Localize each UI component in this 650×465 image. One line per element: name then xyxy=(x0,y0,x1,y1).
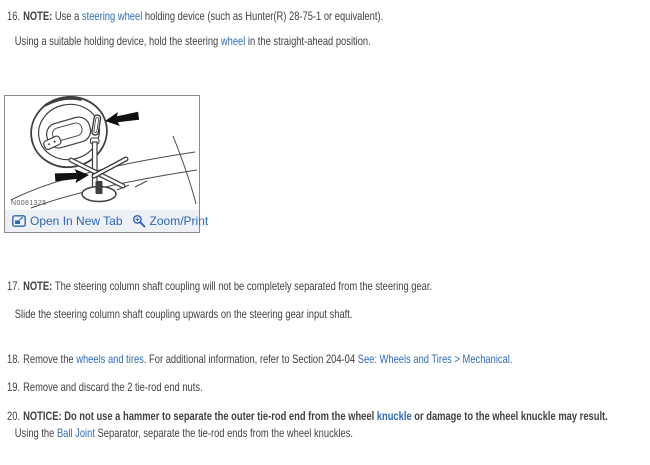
step-19-text xyxy=(23,380,203,394)
open-in-new-tab-link[interactable] xyxy=(12,214,123,228)
step-17-text xyxy=(23,279,432,293)
step-16-detail xyxy=(7,33,650,50)
inline-link[interactable]: wheels and tires xyxy=(76,352,144,366)
open-in-new-tab-label: Open In New Tab xyxy=(30,214,123,228)
step-20-number: 20. xyxy=(7,409,21,423)
step-16 xyxy=(7,8,650,25)
step-19-number: 19. xyxy=(7,380,21,394)
step-18-text xyxy=(23,352,512,366)
text-segment: or damage to the wheel knuckle may result. xyxy=(411,409,608,423)
text-segment: NOTE: xyxy=(23,279,55,293)
step-20-text xyxy=(23,409,608,423)
zoom-print-link[interactable] xyxy=(132,214,209,228)
inline-link[interactable]: See: Wheels and Tires > Mechanical. xyxy=(357,352,513,366)
open-in-new-tab-icon xyxy=(12,215,26,227)
text-segment: holding device (such as Hunter(R) 28-75-1 or equivalent). xyxy=(142,9,384,23)
text-segment: The steering column shaft coupling will not be completely separated from the steering gear. xyxy=(54,279,433,293)
text-segment: Separator, separate the tie-rod ends from the wheel knuckles. xyxy=(94,426,354,440)
step-16-text xyxy=(23,9,383,23)
inline-link[interactable]: wheel xyxy=(220,34,246,48)
step-16-number: 16. xyxy=(7,9,21,23)
arrow-pointer-upper xyxy=(104,109,140,128)
figure-image[interactable] xyxy=(5,96,199,210)
text-segment: Using the xyxy=(14,426,57,440)
text-segment: Remove and discard the 2 tie-rod end nuts. xyxy=(23,380,203,394)
figure-id-label: N0081325 xyxy=(11,200,47,207)
step-17-number: 17. xyxy=(7,279,21,293)
text-segment: Slide the steering column shaft coupling upwards on the steering gear input shaft. xyxy=(14,307,353,321)
text-segment: Use a xyxy=(54,9,82,23)
step-19 xyxy=(7,379,650,396)
figure-panel xyxy=(4,95,209,233)
zoom-print-label: Zoom/Print xyxy=(149,214,209,228)
figure-toolbar xyxy=(5,210,209,232)
text-segment: . For additional information, refer to Section 204-04 xyxy=(143,352,358,366)
text-segment: Using a suitable holding device, hold the steering xyxy=(14,34,221,48)
step-18-number: 18. xyxy=(7,352,21,366)
text-segment: NOTE: xyxy=(23,9,55,23)
step-17 xyxy=(7,278,650,295)
step-18 xyxy=(7,351,650,368)
text-segment: Remove the xyxy=(23,352,77,366)
inline-link[interactable]: Ball Joint xyxy=(56,426,95,440)
step-20 xyxy=(7,408,650,425)
text-segment: NOTICE: Do not use a hammer to separate the outer tie-rod end from the wheel xyxy=(23,409,377,423)
steering-wheel-holding-device-illustration xyxy=(5,96,199,210)
text-segment: in the straight-ahead position. xyxy=(245,34,371,48)
inline-link[interactable]: steering wheel xyxy=(81,9,143,23)
step-17-detail xyxy=(7,306,650,323)
zoom-icon xyxy=(132,214,146,228)
inline-link[interactable]: knuckle xyxy=(376,409,412,423)
arrow-pointer-lower xyxy=(55,168,90,184)
step-20-detail xyxy=(7,425,650,442)
